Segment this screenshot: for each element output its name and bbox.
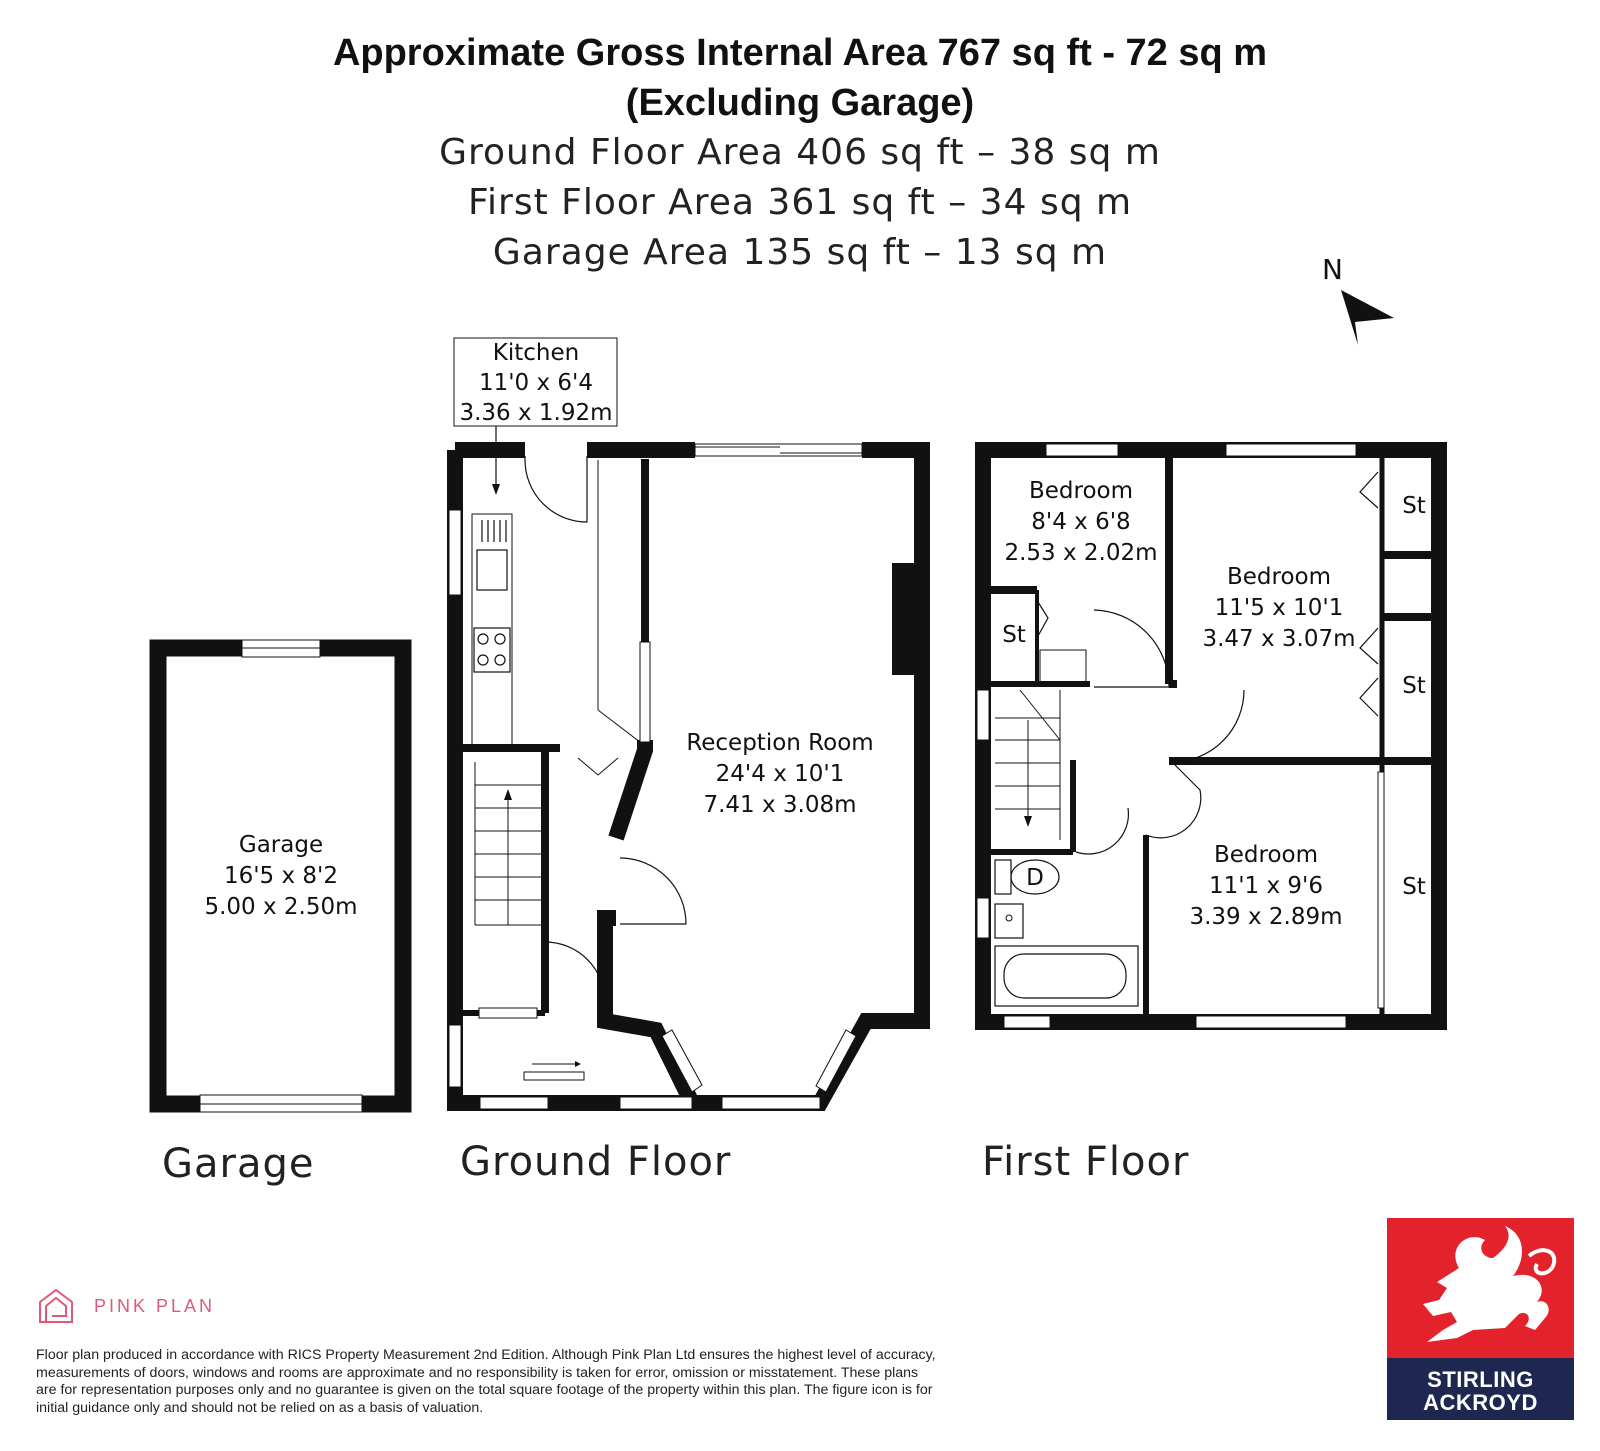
bedroom-small-label	[1004, 478, 1157, 566]
logo-wordmark	[1387, 1368, 1574, 1414]
logo-red-panel	[1387, 1218, 1574, 1358]
ground-floor-plan	[449, 426, 922, 1109]
floor-label-first: First Floor	[982, 1139, 1190, 1185]
bedroom-rear-name: Bedroom	[1226, 564, 1332, 590]
reception-metric: 7.41 x 3.08m	[703, 792, 857, 818]
reception-label	[686, 730, 873, 818]
storage-label: St	[1402, 874, 1426, 900]
excluding-garage-note: (Excluding Garage)	[625, 82, 975, 124]
north-arrow-icon	[1341, 290, 1394, 345]
disclaimer-text: Floor plan produced in accordance with RICS Property Measurement 2nd Edition. Although Pink Plan Ltd ensures the highest level of accuracy, measurements of doors, windows and rooms are approximate and no responsibility is taken for error, omission or misstatement. These plans are for representation purposes only and no guarantee is given on the total square footage of the property within this plan. The figure icon is for initial guidance only and should not be relied on as a basis of valuation.	[36, 1347, 936, 1416]
bedroom-small-name: Bedroom	[1028, 478, 1134, 504]
bedroom-rear-label	[1202, 564, 1355, 652]
stairs-icon	[995, 690, 1060, 840]
garage-label	[204, 832, 357, 920]
bath-icon	[995, 946, 1138, 1006]
bedroom-small-metric: 2.53 x 2.02m	[1004, 540, 1158, 566]
basin-icon	[995, 904, 1023, 938]
kitchen-imperial: 11'0 x 6'4	[478, 370, 594, 396]
bedroom-front-label	[1189, 842, 1342, 930]
gross-area-title: Approximate Gross Internal Area 767 sq ft - 72 sq m	[332, 32, 1268, 74]
wc-label: D	[1026, 865, 1044, 891]
ground-floor-area: Ground Floor Area 406 sq ft – 38 sq m	[439, 132, 1161, 173]
garage-metric: 5.00 x 2.50m	[204, 894, 358, 920]
storage-label: St	[1002, 622, 1026, 648]
logo-line-1: STIRLING	[1427, 1367, 1534, 1392]
kitchen-label	[454, 338, 617, 426]
storage-label: St	[1402, 673, 1426, 699]
bedroom-rear-metric: 3.47 x 3.07m	[1202, 626, 1356, 652]
bedroom-front-metric: 3.39 x 2.89m	[1189, 904, 1343, 930]
storage-label: St	[1402, 493, 1426, 519]
garage-area: Garage Area 135 sq ft – 13 sq m	[492, 232, 1108, 273]
compass-icon	[1322, 253, 1394, 345]
compass-north-label: N	[1322, 253, 1343, 286]
pink-plan-brand: PINK PLAN	[94, 1296, 216, 1316]
bedroom-front-name: Bedroom	[1213, 842, 1319, 868]
kitchen-name: Kitchen	[492, 340, 580, 366]
first-floor-area: First Floor Area 361 sq ft – 34 sq m	[467, 182, 1133, 223]
floor-label-garage: Garage	[162, 1141, 315, 1187]
hob-icon	[474, 628, 510, 672]
garage-imperial: 16'5 x 8'2	[223, 863, 339, 889]
griffin-icon	[1387, 1218, 1574, 1358]
toilet-icon	[995, 860, 1059, 894]
logo-line-2: ACKROYD	[1423, 1390, 1538, 1415]
floor-label-ground: Ground Floor	[460, 1139, 732, 1185]
bedroom-small-imperial: 8'4 x 6'8	[1031, 509, 1131, 535]
sink-icon	[477, 520, 507, 590]
reception-imperial: 24'4 x 10'1	[715, 761, 845, 787]
stairs-icon	[475, 762, 541, 925]
reception-name: Reception Room	[686, 730, 874, 756]
garage-name: Garage	[238, 832, 324, 858]
bedroom-front-imperial: 11'1 x 9'6	[1208, 873, 1324, 899]
stirling-ackroyd-logo	[1387, 1218, 1574, 1420]
bedroom-rear-imperial: 11'5 x 10'1	[1214, 595, 1344, 621]
kitchen-metric: 3.36 x 1.92m	[459, 400, 613, 426]
